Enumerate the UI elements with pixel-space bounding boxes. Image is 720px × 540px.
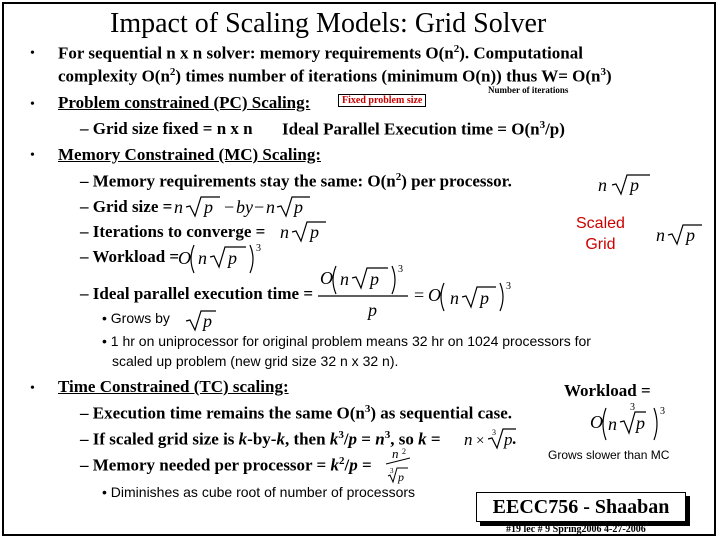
grid-label: Grid [585,236,616,253]
page-title: Impact of Scaling Models: Grid Solver [110,8,547,39]
svg-text:3: 3 [390,467,394,475]
mc-workload: – Workload = [80,247,180,266]
svg-text:n: n [280,222,289,242]
svg-text:3: 3 [492,428,496,437]
svg-text:p: p [686,225,695,245]
pc-ideal-time: Ideal Parallel Execution time = $O(n^3/p)$ [282,119,565,139]
annotation-fixed-problem-size: Fixed problem size [338,94,426,107]
svg-text:n: n [174,197,183,217]
formula-iterations [278,219,328,245]
svg-text:p: p [398,470,404,484]
svg-text:p: p [368,300,377,320]
svg-text:−: − [254,197,265,217]
line-sequential-2: complexity $O(n^2)$ times number of iterations (minimum O(n)) thus $W= O(n^3)$ [58,66,612,86]
svg-text:n: n [392,446,399,461]
svg-text:p: p [204,197,213,217]
svg-text:n: n [340,269,349,289]
svg-text:O: O [590,412,603,432]
bullet-dot: • [30,381,35,396]
scaled-label: Scaled [576,215,625,232]
course-badge: EECC756 - Shaaban [476,492,686,522]
bullet-dot: • [30,148,35,163]
line-sequential-1: For sequential n x n solver: memory requirements $O(n^2)$. Computational [58,43,583,63]
svg-text:by: by [236,197,253,217]
svg-text:p: p [228,248,237,268]
mc-memory: – Memory requirements stay the same: $O(n^2)$ per processor. [80,171,512,191]
one-hour-line: • 1 hr on uniprocessor for original problem means 32 hr on 1024 processors for [102,333,591,349]
slide-footer: #19 lec # 9 Spring2006 4-27-2006 [506,524,646,535]
svg-text:2: 2 [402,447,406,456]
tc-exec: – Execution time remains the same $O(n^3)$ as sequential case. [80,403,513,423]
svg-text:3: 3 [506,281,511,292]
tc-workload-label: Workload = [564,381,651,400]
svg-text:n: n [464,430,473,449]
grows-by-label: Grows by [110,310,170,326]
annotation-number-of-iterations: Number of iterations [488,85,569,95]
pc-grid-fixed: – Grid size fixed = n x n [80,119,253,138]
svg-text:p: p [203,311,212,331]
one-hour-line-2: scaled up problem (new grid size 32 n x 32 n). [112,353,399,369]
svg-text:p: p [636,413,645,433]
svg-text:n: n [266,197,275,217]
one-hour-text: 1 hr on uniprocessor for original problem means 32 hr on 1024 processors for [110,333,591,349]
tc-memory: – Memory needed per processor = $k^2/p$ = [80,455,372,475]
formula-ideal-exec [316,254,516,324]
svg-text:p: p [370,269,379,289]
svg-text:3: 3 [398,264,403,275]
formula-grid-size [174,194,304,220]
mc-heading: Memory Constrained (MC) Scaling: [58,145,321,164]
svg-text:n: n [198,248,207,268]
formula-tc-workload [590,398,686,442]
formula-n-sqrt-p-right [654,222,704,248]
mc-iterations: – Iterations to converge = [80,222,266,241]
svg-text:O: O [320,268,333,288]
svg-text:p: p [310,222,319,242]
bullet-dot: • [30,97,35,112]
svg-text:3: 3 [630,402,635,413]
grows-by: • Grows by [102,310,170,326]
svg-text:n: n [598,175,607,195]
svg-text:3: 3 [256,243,261,254]
tc-heading: Time Constrained (TC) scaling: [58,377,289,396]
svg-text:3: 3 [660,406,665,417]
mc-ideal-exec: – Ideal parallel execution time = [80,284,314,303]
svg-text:−: − [224,197,235,217]
svg-text:n: n [656,225,665,245]
svg-text:p: p [504,430,513,449]
svg-text:×: × [476,433,485,449]
annotation-scaled-grid [576,213,625,255]
mc-grid-size: – Grid size = [80,197,173,216]
bullet-dot: • [30,46,35,61]
tc-scaled-grid: – If scaled grid size is k-by-k, then $k^3/p = n^3$, so k = [80,429,441,449]
svg-text:n: n [450,288,459,308]
diminishes-line: • Diminishes as cube root of number of processors [102,484,416,500]
formula-n-sqrt-p-top [596,172,656,198]
diminishes-text: Diminishes as cube root of number of processors [110,484,416,500]
svg-text:n: n [608,414,617,434]
svg-text:=: = [414,285,425,305]
pc-heading: Problem constrained (PC) Scaling: [58,93,311,112]
grows-slower-label: Grows slower than MC [548,448,670,462]
svg-text:p: p [294,197,303,217]
svg-text:O: O [428,285,441,305]
svg-text:O: O [178,248,191,268]
formula-workload [178,237,278,277]
period: . [512,429,517,448]
formula-memory [384,446,414,486]
svg-text:p: p [630,175,639,195]
formula-grows-by-sqrt-p [184,308,214,334]
svg-text:p: p [480,288,489,308]
